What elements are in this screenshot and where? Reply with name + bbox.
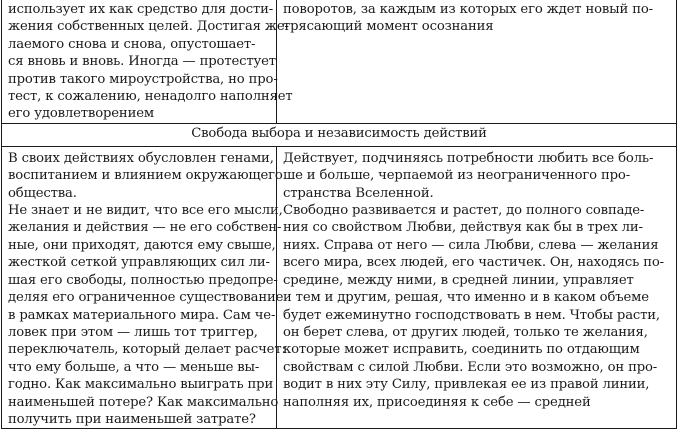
text-line: общества. [8, 185, 77, 201]
section-header: Свобода выбора и независимость действий [2, 123, 677, 146]
text-line: лаемого снова и снова, опустошает- [8, 36, 256, 52]
text-line: шая его свободы, полностью предопре- [8, 272, 278, 288]
text-line: Не знает и не видит, что все его мысли, [8, 203, 283, 219]
text-line: будет ежеминутно господствовать в нем. Чтобы расти, [283, 307, 660, 323]
right-cell [277, 146, 677, 429]
text-line: в рамках материального мира. Сам че- [8, 307, 276, 323]
text-line: он берет слева, от других людей, только те желания, [283, 324, 648, 340]
text-line: использует их как средство для дости- [8, 2, 274, 17]
left-cell [2, 0, 293, 123]
text-line: жесткой сеткой управляющих сил ли- [8, 255, 270, 271]
comparison-table [1, 0, 677, 429]
text-line: наименьшей потере? Как максимально [8, 394, 279, 410]
text-line: что ему больше, а что — меньше вы- [8, 359, 260, 375]
table-row [2, 0, 677, 123]
text-line: ные, они приходят, даются ему свыше, [8, 237, 276, 253]
text-line: ловек при этом — лишь тот триггер, [8, 324, 258, 340]
text-line: получить при наименьшей затрате? [8, 411, 256, 427]
text-line: которые может исправить, соединить по отдающим [283, 342, 640, 358]
text-line: переключатель, который делает расчет: [8, 342, 286, 358]
section-header-row [2, 123, 677, 146]
text-line: Свободно развивается и растет, до полного совпаде- [283, 203, 645, 219]
text-line: свойствам с силой Любви. Если это возможно, он про- [283, 359, 658, 375]
text-line: поворотов, за каждым из которых его ждет новый по- [283, 2, 653, 17]
table-row [2, 146, 677, 429]
text-line: ниях. Справа от него — сила Любви, слева — желания [283, 237, 659, 253]
left-cell [2, 146, 286, 429]
text-line: ния со свойством Любви, действуя как бы в трех ли- [283, 220, 643, 236]
text-line: его удовлетворением [8, 106, 154, 122]
text-line: тест, к сожалению, ненадолго наполняет [8, 89, 293, 105]
text-line: деляя его ограниченное существование [8, 290, 284, 306]
text-line: ся вновь и вновь. Иногда — протестует [8, 54, 276, 70]
text-line: В своих действиях обусловлен генами, [8, 150, 274, 166]
text-line: всего мира, всех людей, его частичек. Он, находясь по- [283, 255, 664, 271]
text-line: трясающий момент осознания [283, 19, 494, 35]
text-line: и тем и другим, решая, что именно и в каком объеме [283, 290, 649, 306]
right-cell [277, 0, 677, 123]
text-line: желания и действия — не его собствен- [8, 220, 282, 236]
text-line: Действует, подчиняясь потребности любить все боль- [283, 150, 654, 166]
text-line: годно. Как максимально выиграть при [8, 377, 274, 393]
text-line: странства Вселенной. [283, 185, 434, 201]
text-line: воспитанием и влиянием окружающего [8, 168, 283, 184]
text-line: против такого мироустройства, но про- [8, 71, 278, 87]
text-line: жения собственных целей. Достигая же- [8, 19, 289, 35]
text-line: водит в них эту Силу, привлекая ее из правой линии, [283, 377, 650, 393]
text-line: наполняя их, присоединяя к себе — средней [283, 394, 591, 410]
text-line: средине, между ними, в средней линии, управляет [283, 272, 634, 288]
text-line: ше и больше, черпаемой из неограниченного про- [283, 168, 631, 184]
